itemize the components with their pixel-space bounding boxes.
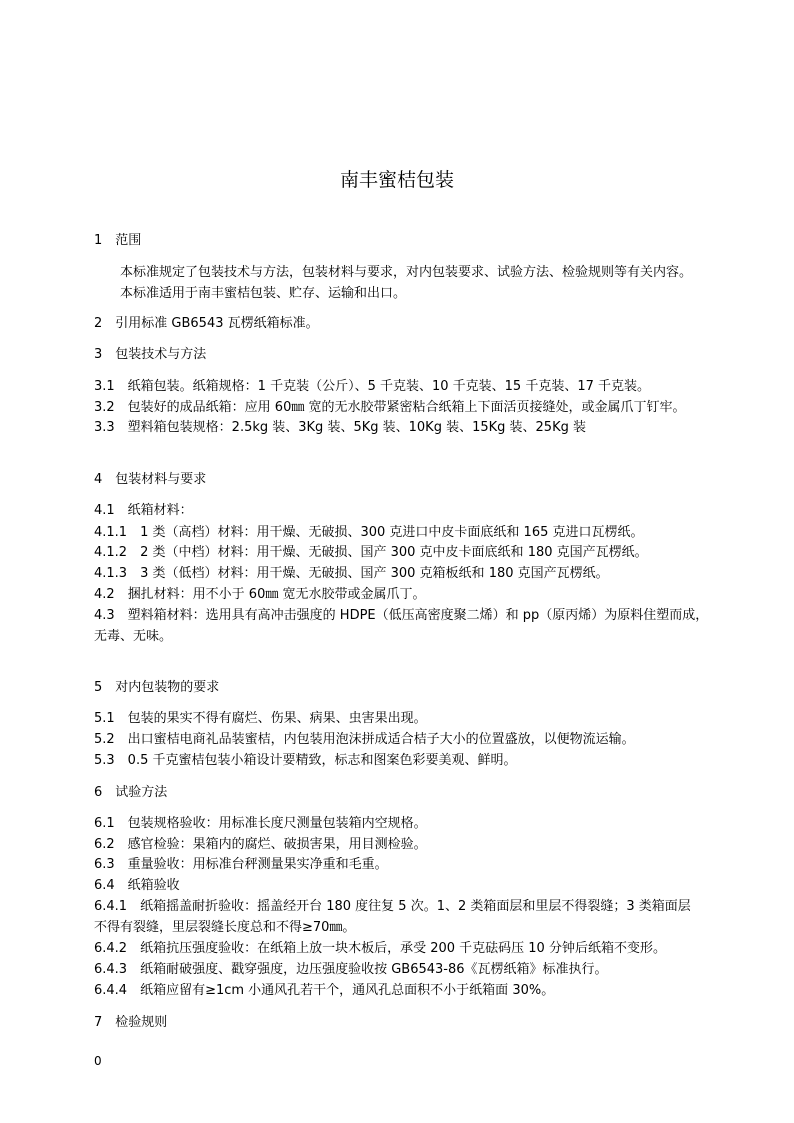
clause-6-4-1: 6.4.1 纸箱摇盖耐折验收：摇盖经开台 180 度往复 5 次。1、2 类箱面层和里层不得裂缝；3 类箱面层	[94, 899, 691, 914]
scope-paragraph-1: 本标准规定了包装技术与方法，包装材料与要求，对内包装要求、试验方法、检验规则等有关内容。	[120, 265, 693, 280]
section-4-heading: 4 包装材料与要求	[94, 472, 207, 487]
clause-4-1: 4.1 纸箱材料：	[94, 503, 193, 518]
clause-4-1-1: 4.1.1 1 类（高档）材料：用干燥、无破损、300 克进口中皮卡面底纸和 165 克进口瓦楞纸。	[94, 525, 644, 540]
clause-4-1-2: 4.1.2 2 类（中档）材料：用干燥、无破损、国产 300 克中皮卡面底纸和 180 克国产瓦楞纸。	[94, 545, 648, 560]
clause-4-3: 4.3 塑料箱材料：选用具有高冲击强度的 HDPE（低压高密度聚二烯）和 pp（原丙烯）为原料住塑而成，	[94, 608, 709, 623]
clause-5-1: 5.1 包装的果实不得有腐烂、伤果、病果、虫害果出现。	[94, 711, 427, 726]
clause-6-3: 6.3 重量验收：用标准台秤测量果实净重和毛重。	[94, 857, 388, 872]
clause-6-4-4: 6.4.4 纸箱应留有≥1cm 小通风孔若干个，通风孔总面积不小于纸箱面 30%。	[94, 983, 555, 998]
clause-3-2: 3.2 包装好的成品纸箱：应用 60㎜ 宽的无水胶带紧密粘合纸箱上下面活页接缝处，或金属爪丁钉牢。	[94, 400, 686, 415]
clause-6-1: 6.1 包装规格验收：用标准长度尺测量包装箱内空规格。	[94, 816, 427, 831]
clause-4-2: 4.2 捆扎材料：用不小于 60㎜ 宽无水胶带或金属爪丁。	[94, 587, 426, 602]
clause-3-1: 3.1 纸箱包装。纸箱规格：1 千克装（公斤）、5 千克装、10 千克装、15 千克装、17 千克装。	[94, 379, 651, 394]
clause-6-4: 6.4 纸箱验收	[94, 878, 180, 893]
clause-6-4-1-continued: 不得有裂缝，里层裂缝长度总和不得≥70㎜。	[94, 920, 356, 935]
clause-5-2: 5.2 出口蜜桔电商礼品装蜜桔，内包装用泡沫拼成适合桔子大小的位置盛放，以便物流运输。	[94, 732, 635, 747]
clause-4-3-continued: 无毒、无味。	[94, 629, 173, 644]
section-1-heading: 1 范围	[94, 233, 142, 248]
clause-3-3: 3.3 塑料箱包装规格：2.5kg 装、3Kg 装、5Kg 装、10Kg 装、15Kg 装、25Kg 装	[94, 420, 586, 435]
clause-4-1-3: 4.1.3 3 类（低档）材料：用干燥、无破损、国产 300 克箱板纸和 180 克国产瓦楞纸。	[94, 566, 609, 581]
section-6-heading: 6 试验方法	[94, 785, 168, 800]
page-number: 0	[94, 1054, 102, 1068]
section-2-heading: 2 引用标准 GB6543 瓦楞纸箱标准。	[94, 316, 319, 331]
clause-5-3: 5.3 0.5 千克蜜桔包装小箱设计要精致，标志和图案色彩要美观、鲜明。	[94, 753, 517, 768]
clause-6-2: 6.2 感官检验：果箱内的腐烂、破损害果，用目测检验。	[94, 837, 427, 852]
document-title: 南丰蜜桔包装	[339, 169, 454, 191]
section-5-heading: 5 对内包装物的要求	[94, 680, 220, 695]
clause-6-4-2: 6.4.2 纸箱抗压强度验收：在纸箱上放一块木板后，承受 200 千克砝码压 10 分钟后纸箱不变形。	[94, 941, 666, 956]
section-3-heading: 3 包装技术与方法	[94, 347, 207, 362]
section-7-heading: 7 检验规则	[94, 1015, 168, 1030]
scope-paragraph-2: 本标准适用于南丰蜜桔包装、贮存、运输和出口。	[120, 286, 407, 301]
clause-6-4-3: 6.4.3 纸箱耐破强度、戳穿强度，边压强度验收按 GB6543-86《瓦楞纸箱》标准执行。	[94, 962, 608, 977]
